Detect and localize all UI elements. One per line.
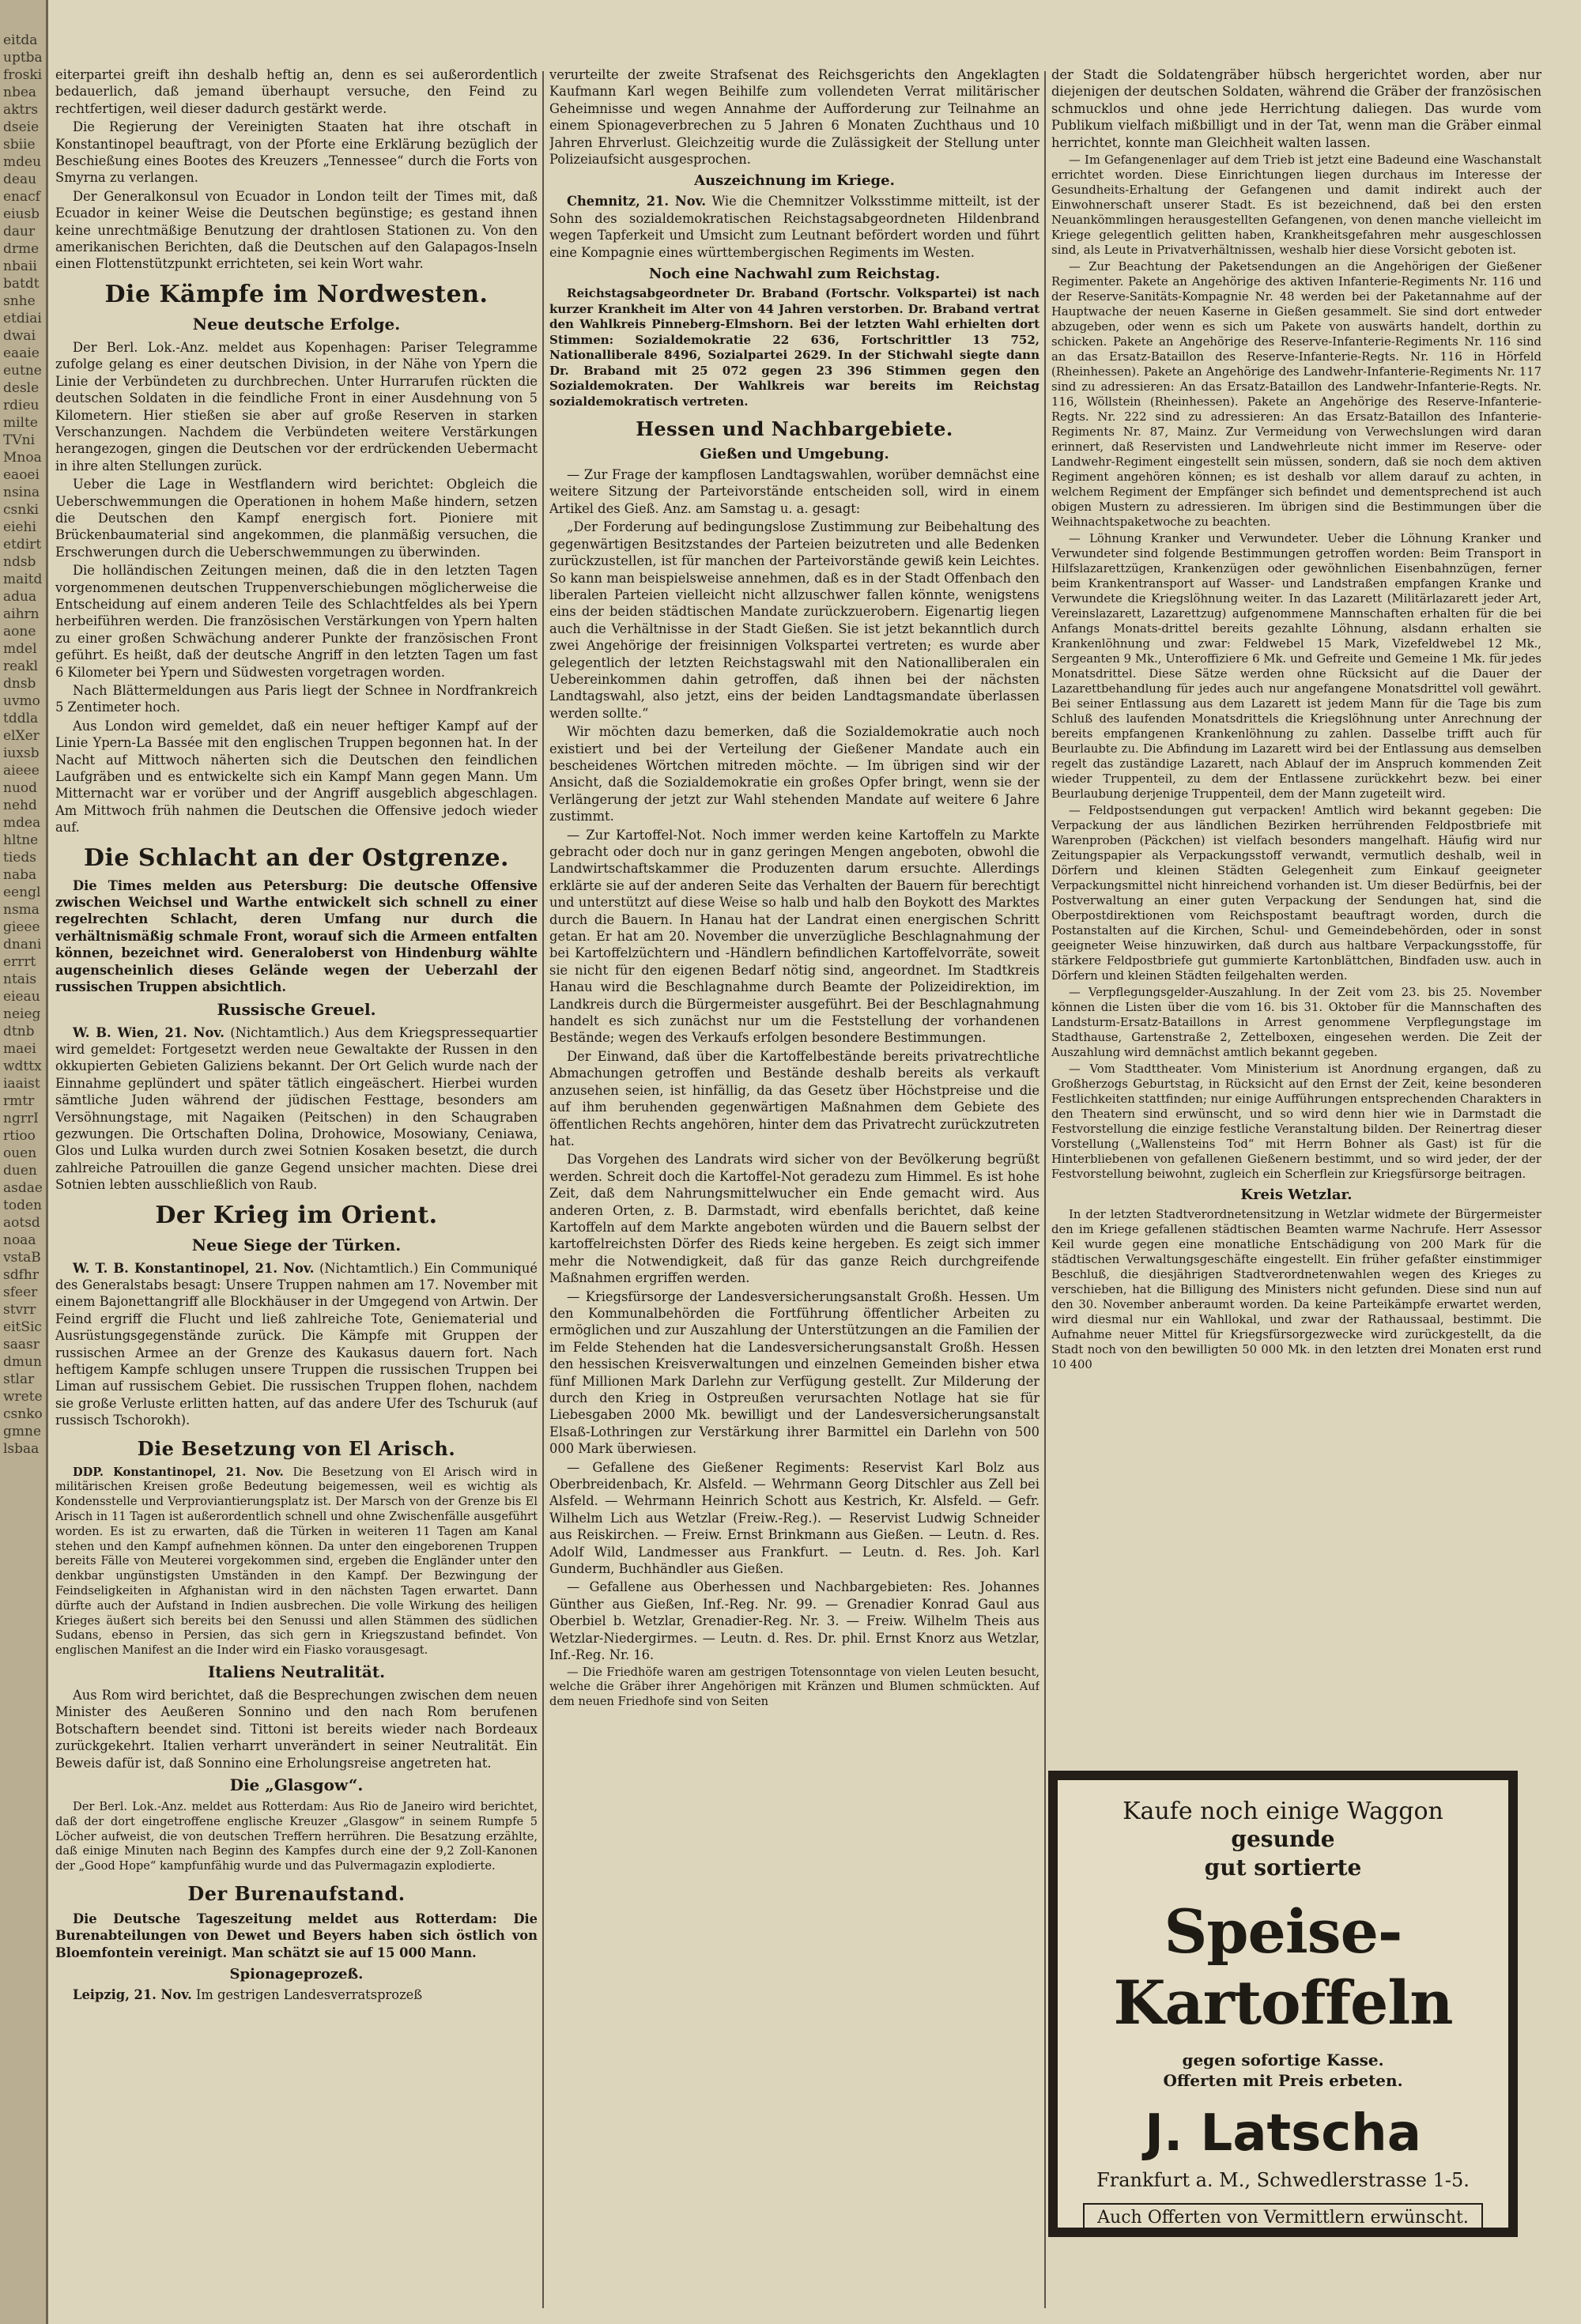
headline: Die Besetzung von El Arisch. bbox=[137, 1436, 456, 1460]
article-paragraph: der Stadt die Soldatengräber hübsch hergerichtet worden, aber nur diejenigen der deutschen Soldaten, während die Gräber der französischen schmucklos und ohne jede Herrichtung daliegen. Das wurde vom Publikum vielfach mißbilligt und in der Tat, wenn man die Gräber einmal herrichtet, konnte man Gleichheit walten lassen. bbox=[1051, 67, 1541, 150]
article-paragraph: eiterpartei greift ihn deshalb heftig an, denn es sei außerordentlich bedauerlich, daß jemand überhaupt versuche, den Feind zu rechtfertigen, weil dieser dadurch gestärkt werde. bbox=[55, 67, 538, 116]
article-paragraph: — Zur Beachtung der Paketsendungen an die Angehörigen der Gießener Regimenter. Pakete an Angehörige des aktiven Infanterie-Regiments Nr. 116 und der Reserve-Sanitäts-Kompagnie Nr. 48 werden bei der Paketannahme auf der Hauptwache der neuen Kaserne in Gießen gesammelt. Sie sind dort entweder abzugeben, oder wenn es sich um Pakete von auswärts handelt, dorthin zu schicken. Pakete an Angehörige des Reserve-Infanterie-Regiments Nr. 116 sind an das Ersatz-Bataillon des Reserve-Infanterie-Regts. Nr. 116 in Hörfeld (Rheinhessen). Pakete an Angehörige des Landwehr-Infanterie-Regiments Nr. 117 sind zu adressieren: An das Ersatz-Bataillon des Landwehr-Infanterie-Regts. Nr. 116, Wöllstein (Rheinhessen). Pakete an Angehörige des Reserve-Infanterie-Regts. Nr. 222 sind zu adressieren: An das Ersatz-Bataillon des Infanterie-Regiments Nr. 87, Mainz. Zur Vermeidung von Verwechslungen wird daran erinnert, daß Reservisten und Landwehrleute nicht immer im Reserve- oder Landwehr-Regiment eingestellt sein müssen, sondern, daß sie noch dem aktiven Regiment angehören können; es ist deshalb vor allem darauf zu achten, in welchem Regiment der Empfänger sich befindet und dementsprechend ist auch obigen Mustern zu adressieren. Im übrigen sind die Bestimmungen über die Weihnachtspaketwoche zu beachten. bbox=[1051, 260, 1541, 530]
subheadline: Neue deutsche Erfolge. bbox=[192, 314, 401, 334]
article-paragraph bbox=[55, 1466, 538, 1658]
article-paragraph: — Im Gefangenenlager auf dem Trieb ist jetzt eine Badeund eine Waschanstalt errichtet worden. Diese Einrichtungen liegen durchaus im Interesse der Gesundheits-Erhaltung der Gefangenen und damit indirekt auch der Einwohnerschaft unserer Stadt. Es ist bezeichnend, daß bei den ersten Neuankömmlingen herausgestellten Gefangenen, von denen manche vielleicht im Kriege gelegentlich gelitten haben, Krankheitsgefahren mehr ausgeschlossen sind, als Leute in Privatverhältnissen, weshalb hier diese Vorsicht geboten ist. bbox=[1051, 153, 1541, 258]
article-paragraph bbox=[55, 1024, 538, 1194]
ad-headline: Speise-Kartoffeln bbox=[1113, 1896, 1453, 2038]
article-text: Wie die Chemnitzer Volksstimme mitteilt, ist der Sohn des sozialdemokratischen Reichstagsabgeordneten Hildenbrand wegen Tapferkeit und Umsicht zum Leutnant befördert worden und führt eine Kompagnie eines württembergischen Regiments im Westen. bbox=[549, 194, 1040, 260]
column-rule bbox=[1044, 71, 1046, 2308]
article-paragraph: — Zur Frage der kampflosen Landtagswahlen, worüber demnächst eine weitere Sitzung der Parteivorstände entscheiden soll, wird in einem Artikel des Gieß. Anz. am Samstag u. a. gesagt: bbox=[549, 467, 1040, 516]
subheadline: Auszeichnung im Kriege. bbox=[694, 172, 895, 190]
article-paragraph bbox=[549, 193, 1040, 261]
headline: Die Kämpfe im Nordwesten. bbox=[104, 280, 489, 308]
subheadline: Kreis Wetzlar. bbox=[1240, 1187, 1353, 1204]
article-paragraph bbox=[55, 1260, 538, 1429]
article-paragraph: — Vom Stadttheater. Vom Ministerium ist Anordnung ergangen, daß zu Großherzogs Geburtstag, in Rücksicht auf den Ernst der Zeit, keine besonderen Festlichkeiten stattfinden; nur einige Aufführungen entsprechenden Charakters in den Theatern sind erwünscht, und so wird denn hier wie in Darmstadt die Festvorstellung die einzige festliche Veranstaltung bilden. Der Reinertrag dieser Vorstellung („Wallensteins Tod“ mit Herrn Bohner als Gast) ist für die Hinterbliebenen von gefallenen Gießenern bestimmt, und so wird jeder, der der Festvorstellung beiwohnt, zugleich ein Scherflein zur Kriegsfürsorge beitragen. bbox=[1051, 1062, 1541, 1182]
dateline: W. B. Wien, 21. Nov. bbox=[73, 1024, 225, 1040]
article-paragraph: — Kriegsfürsorge der Landesversicherungsanstalt Großh. Hessen. Um den Kommunalbehörden die Fortführung öffentlicher Arbeiten zu ermöglichen und zur Auszahlung der Unterstützungen an die Familien der im Felde Stehenden hat die Landesversicherungsanstalt Großh. Hessen den hessischen Kreisverwaltungen und einzelnen Gemeinden bisher etwa fünf Millionen Mark Darlehn zur Verfügung gestellt. Zur Milderung der durch den Krieg in Ostpreußen verursachten Notlage hat sie für Liebesgaben 2000 Mk. bewilligt und der Landesversicherungsanstalt Elsaß-Lothringen zur Verstärkung ihrer Barmittel ein Darlehn von 500 000 Mark überwiesen. bbox=[549, 1288, 1040, 1457]
article-paragraph: Ueber die Lage in Westflandern wird berichtet: Obgleich die Ueberschwemmungen die Operationen in hohem Maße hindern, setzen die Deutschen den Kampf energisch fort. Pioniere mit Brückenbaumaterial sind angekommen, die planmäßig versuchen, die Erschwerungen durch die Ueberschwemmungen zu überwinden. bbox=[55, 477, 538, 560]
headline: Der Krieg im Orient. bbox=[155, 1201, 438, 1229]
article-paragraph: Die Times melden aus Petersburg: Die deutsche Offensive zwischen Weichsel und Warthe entwickelt sich schnell zu einer regelrechten Schlacht, deren Umfang nur durch die verhältnismäßig schmale Front, worauf sich die Armeen entfalten können, bezeichnet wird. Generaloberst von Hindenburg wählte augenscheinlich dieses Gelände wegen der Ueberzahl der russischen Truppen absichtlich. bbox=[55, 877, 538, 995]
article-paragraph: Der Einwand, daß über die Kartoffelbestände bereits privatrechtliche Abmachungen getroffen und Bestände deshalb bereits als verkauft anzusehen seien, ist hinfällig, da das Gesetz über Höchstpreise und die auf ihm beruhenden gegenwärtigen Maßnahmen dem Gebiete des öffentlichen Rechts angehören, hinter dem das Privatrecht zurückzutreten hat. bbox=[549, 1048, 1040, 1149]
ad-address: Frankfurt a. M., Schwedlerstrasse 1-5. bbox=[1096, 2169, 1470, 2191]
article-paragraph: — Gefallene aus Oberhessen und Nachbargebieten: Res. Johannes Günther aus Gießen, Inf.-Reg. Nr. 99. — Grenadier Konrad Gaul aus Oberbiel b. Wetzlar, Grenadier-Reg. Nr. 3. — Freiw. Wilhelm Theis aus Wetzlar-Niedergirmes. — Leutn. d. Res. Dr. phil. Ernst Knorz aus Wetzlar, Inf.-Reg. Nr. 16. bbox=[549, 1579, 1040, 1663]
article-paragraph: Der Berl. Lok.-Anz. meldet aus Rotterdam: Aus Rio de Janeiro wird berichtet, daß der dort eingetroffene englische Kreuzer „Glasgow“ in seinem Rumpfe 5 Löcher aufweist, die von deutschen Treffern herrühren. Die Besatzung erzählte, daß einige Minuten nach Beginn des Kampfes durch eine der 9,2 Zoll-Kanonen der „Good Hope“ kampfunfähig wurde und das Pulvermagazin explodierte. bbox=[55, 1800, 538, 1873]
adjacent-page-fragment-text: eitdauptbafroskinbeaaktrsdseiesbiiemdeudeauenacfeiusbdaurdrmenbaiibatdtsnheetdiaidwaieaaieeutnedeslerdieumilteTVniMnoaeaoeinsinacsnkieiehietdirtndsbmaitdaduaaihrnaonemdelreakldnsbuvmotddlaelXeriuxsbaieeenuodnehdmdeahltnetiedsnabaeenglnsmagieeednanierrrtntaiseieauneiegdtnbmaeiwdttxiaaistrmtrngrrIrtiooouenduenasdaetodenaotsdnoaavstaBsdfhrsfeerstvrreitSicsaasrdmunstlarwretecsnkogmnelsbaa bbox=[3, 32, 43, 1457]
subheadline: Italiens Neutralität. bbox=[207, 1662, 386, 1681]
ad-line: Offerten mit Preis erbeten. bbox=[1163, 2071, 1403, 2090]
dateline: DDP. Konstantinopel, 21. Nov. bbox=[73, 1465, 284, 1479]
article-paragraph: Wir möchten dazu bemerken, daß die Sozialdemokratie auch noch existiert und bei der Verteilung der Gießener Mandate auch ein bescheidenes Wörtchen mitreden möchte. — Im übrigen sind wir der Ansicht, daß die Sozialdemokratie ein großes Opfer bringt, wenn sie der Verlängerung der jetzt zur Wahl stehenden Mandate auf weitere 6 Jahre zustimmt. bbox=[549, 724, 1040, 824]
article-paragraph: Die Regierung der Vereinigten Staaten hat ihre otschaft in Konstantinopel beauftragt, von der Pforte eine Erklärung bezüglich der Beschießung eines Bootes des Kreuzers „Tennessee“ durch die Forts von Smyrna zu verlangen. bbox=[55, 119, 538, 186]
article-paragraph: Der Generalkonsul von Ecuador in London teilt der Times mit, daß Ecuador in keiner Weise die Deutschen begünstige; es gestand ihnen keine unrechtmäßige Benutzung der drahtlosen Stationen zu. Von den amerikanischen Berichten, daß die Deutschen auf den Galapagos-Inseln einen Flottenstützpunkt errichteten, sei kein Wort wahr. bbox=[55, 188, 538, 272]
article-paragraph: — Löhnung Kranker und Verwundeter. Ueber die Löhnung Kranker und Verwundeter sind folgende Bestimmungen getroffen worden: Beim Transport in Hilfslazarettzügen, Krankenzügen oder gewöhnlichen Eisenbahnzügen, ferner beim Krankentransport auf Wasser- und Landstraßen empfangen Kranke und Verwundete die Kriegslöhnung weiter. In das Lazarett (Militärlazarett jeder Art, Vereinslazarett, Lazarettzug) aufgenommene Mannschaften erhalten für die bei Anfangs Monats-drittel bereits gezahlte Löhnung, alsdann erhalten sie Krankenlöhnung und zwar: Feldwebel 15 Mark, Vizefeldwebel 12 Mk., Sergeanten 9 Mk., Unteroffiziere 6 Mk. und Gefreite und Gemeine 1 Mk. für jedes Monatsdrittel. Diese Sätze werden ohne Rücksicht auf die Dauer der Lazarettbehandlung für jedes auch nur angefangene Monatsdrittel voll gewährt. Bei seiner Entlassung aus dem Lazarett ist jedem Mann für die Tage bis zum Schluß des laufenden Monatsdrittels die Kriegslöhnung unter Anrechnung der bereits empfangenen Krankenlöhnung zu zahlen. Dasselbe trifft auch für Beurlaubte zu. Die Abfindung im Lazarett wird bei der Entlassung aus demselben regelt das zuständige Lazarett, nach Ablauf der im Anspruch kommenden Zeit wieder Truppenteil, zu dem der Entlassene zurückkehrt bezw. bei einer Beurlaubung derjenige Truppenteil, dem der Mann zugeteilt wird. bbox=[1051, 532, 1541, 802]
column-1 bbox=[55, 66, 538, 2311]
ad-line: gut sortierte bbox=[1204, 1854, 1362, 1881]
article-paragraph: Die Deutsche Tageszeitung meldet aus Rotterdam: Die Burenabteilungen von Dewet und Beyers haben sich östlich von Bloemfontein vereinigt. Man schätzt sie auf 15 000 Mann. bbox=[55, 1911, 538, 1960]
subheadline: Neue Siege der Türken. bbox=[191, 1235, 402, 1254]
article-paragraph: Der Berl. Lok.-Anz. meldet aus Kopenhagen: Pariser Telegramme zufolge gelang es einer deutschen Division, in der Nähe von Ypern die Linie der Verbündeten zu durchbrechen. Unter Hurrarufen rückten die deutschen Soldaten in die feindliche Front in einer Ausdehnung von 5 Kilometern. Hier stießen sie aber auf große Reserven in starken Verschanzungen. Nachdem die Verbündeten weitere Verstärkungen herangezogen, gingen die Deutschen vor der erdrückenden Uebermacht in ihre alten Stellungen zurück. bbox=[55, 339, 538, 473]
adjacent-page-edge bbox=[0, 0, 48, 2324]
article-paragraph: — Verpflegungsgelder-Auszahlung. In der Zeit vom 23. bis 25. November können die Listen über die vom 16. bis 31. Oktober für die Mannschaften des Landsturm-Ersatz-Bataillons in Arrest genommene Verpflegungstage im Stadthause, Gartenstraße 2, Zettelboxen, eingesehen werden. Die Zeit der Auszahlung wird demnächst amtlich bekannt gegeben. bbox=[1051, 986, 1541, 1060]
article-paragraph: „Der Forderung auf bedingungslose Zustimmung zur Beibehaltung des gegenwärtigen Besitzstandes der Parteien beizutreten und alle Bedenken zurückzustellen, ist für manchen der Parteivorstände gewiß kein Leichtes. So kann man beispielsweise annehmen, daß es in der Stadt Offenbach den liberalen Parteien vielleicht nicht allzuschwer fallen könnte, wenigstens eins der beiden städtischen Mandate zurückzuerobern. Eigenartig liegen auch die Verhältnisse in der Stadt Gießen. Sie ist jetzt bekanntlich durch zwei Angehörige der freisinnigen Volkspartei vertreten; es wurde aber gelegentlich der letzten Reichstagswahl mit den Nationalliberalen ein Uebereinkommen dahin getroffen, daß ihnen bei der nächsten Landtagswahl, also jetzt, eins der beiden Landtagsmandate überlassen werden sollte.“ bbox=[549, 519, 1040, 721]
column-3 bbox=[1051, 66, 1541, 1766]
article-paragraph: Reichstagsabgeordneter Dr. Braband (Fortschr. Volkspartei) ist nach kurzer Krankheit im Alter von 44 Jahren verstorben. Dr. Braband vertrat den Wahlkreis Pinneberg-Elmshorn. Bei der letzten Wahl erhielten dort Stimmen: Sozialdemokratie 22 636, Fortschrittler 13 752, Nationalliberale 8496, Sozialpartei 2629. In der Stichwahl siegte dann Dr. Braband mit 25 072 gegen 23 396 Stimmen gegen den Sozialdemokraten. Der Wahlkreis war bereits im Reichstag sozialdemokratisch vertreten. bbox=[549, 286, 1040, 409]
article-paragraph: Das Vorgehen des Landrats wird sicher von der Bevölkerung begrüßt werden. Schreit doch die Kartoffel-Not geradezu zum Himmel. Es ist hohe Zeit, daß dem Nahrungsmittelwucher ein Ende gemacht wird. Aus anderen Orten, z. B. Darmstadt, wird ebenfalls berichtet, daß keine Kartoffeln auf dem Markte angeboten würden und die Bauern selbst der kartoffelreichsten Dörfer des Rieds keine hergeben. Es zeigt sich immer mehr die Notwendigkeit, daß für das ganze Reich durchgreifende Maßnahmen ergriffen werden. bbox=[549, 1152, 1040, 1286]
article-paragraph: In der letzten Stadtverordnetensitzung in Wetzlar widmete der Bürgermeister den im Kriege gefallenen städtischen Beamten warme Nachrufe. Herr Assessor Keil wurde gegen eine monatliche Entschädigung von 200 Mark für die städtischen Verwaltungsgeschäfte eingestellt. Ein früher gefaßter einstimmiger Beschluß, die diesjährigen Stadtverordnetenwahlen wegen des Krieges zu verschieben, hat die Billigung des Ministers nicht gefunden. Diese sind nun auf den 30. November anberaumt worden. Da keine Parteikämpfe erwartet werden, wird diesmal nur ein Wahllokal, und zwar der Rathaussaal, bestimmt. Die Aufnahme neuer Mittel für Kriegsfürsorgezwecke wird zurückgestellt, da die Stadt noch von den bewilligten 50 000 Mk. in den letzten drei Monaten erst rund 10 400 bbox=[1051, 1208, 1541, 1372]
section-headline: Hessen und Nachbargebiete. bbox=[636, 417, 953, 441]
article-paragraph: Nach Blättermeldungen aus Paris liegt der Schnee in Nordfrankreich 5 Zentimeter hoch. bbox=[55, 683, 538, 715]
subheadline: Russische Greuel. bbox=[217, 999, 376, 1019]
dateline: Leipzig, 21. Nov. bbox=[73, 1987, 192, 2003]
article-paragraph: Aus Rom wird berichtet, daß die Besprechungen zwischen dem neuen Minister des Aeußeren Sonnino und den nach Rom berufenen Botschaftern beendet sind. Tittoni ist bereits wieder nach Bordeaux zurückgekehrt. Italien verharrt unverändert in seiner Neutralität. Ein Beweis dafür ist, daß Sonnino eine Erholungsreise angetreten hat. bbox=[55, 1687, 538, 1771]
article-paragraph bbox=[55, 1986, 538, 2003]
dateline: W. T. B. Konstantinopel, 21. Nov. bbox=[73, 1260, 315, 1276]
article-text: (Nichtamtlich.) Ein Communiqué des Generalstabs besagt: Unsere Truppen nahmen am 17. November mit einem Bajonettangriff alle Blockhäuser in der Umgegend von Artwin. Der Feind ergriff die Flucht und ließ zahlreiche Tote, Geniematerial und Ausrüstungsgegenstände zurück. Die Kämpfe mit Gruppen der russischen Armee an der Grenze des Kaukasus dauern fort. Nach heftigem Kampfe schlugen unsere Truppen die russischen Truppen bei Liman auf russischem Gebiet. Die russischen Truppen flohen, nachdem sie große Verluste erlitten hatten, auf das andere Ufer des Tschuruk (auf russisch Tschorokh). bbox=[55, 1260, 538, 1428]
article-paragraph: Die holländischen Zeitungen meinen, daß die in den letzten Tagen vorgenommenen deutschen Truppenverschiebungen möglicherweise die Entscheidung auf einem anderen Teile des Schlachtfeldes als bei Ypern herbeiführen werden. Die französischen Verstärkungen von Ypern halten zu einer großen Schwächung anderer Punkte der französischen Front geführt. Es heißt, daß der deutsche Angriff in den letzten Tagen um fast 6 Kilometer bei Ypern und Südwesten vorgetragen worden. bbox=[55, 563, 538, 680]
article-paragraph: verurteilte der zweite Strafsenat des Reichsgerichts den Angeklagten Kaufmann Karl wegen Beihilfe zum vollendeten Verrat militärischer Geheimnisse und wegen Annahme der Aufforderung zur Teilnahme an einem Spionageverbrechen zu 5 Jahren 6 Monaten Zuchthaus und 10 Jahren Ehrverlust. Gleichzeitig wurde die Zulässigkeit der Stellung unter Polizeiaufsicht ausgesprochen. bbox=[549, 67, 1040, 168]
dateline: Chemnitz, 21. Nov. bbox=[567, 194, 707, 209]
ad-note-box: Auch Offerten von Vermittlern erwünscht. bbox=[1083, 2203, 1483, 2232]
ad-company-name: J. Latscha bbox=[1145, 2104, 1421, 2163]
subheadline: Noch eine Nachwahl zum Reichstag. bbox=[648, 266, 941, 283]
article-text: (Nichtamtlich.) Aus dem Kriegspressequartier wird gemeldet: Fortgesetzt werden neue Gewaltakte der Russen in den okkupierten Gebieten Galiziens bekannt. Der Ort Gelich wurde nach der Einnahme geplündert und später tätlich eingeäschert. Hierbei wurden sämtliche Juden während der jüdischen Festtage, besonders am Versöhnungstage, mit Nagaiken (Peitschen) in den Schaugraben gezwungen. Die Ortschaften Dolina, Drohowice, Mosowiany, Ceniawa, Glos und Lulka wurden durch zwei Sotnien Kosaken besetzt, die durch zahlreiche Patrouillen die ganze Gegend unsicher machten. Diese drei Sotnien lebten ausschließlich von Raub. bbox=[55, 1024, 538, 1193]
headline: Die Schlacht an der Ostgrenze. bbox=[83, 843, 510, 872]
headline: Der Burenaufstand. bbox=[187, 1882, 406, 1905]
article-paragraph: Aus London wird gemeldet, daß ein neuer heftiger Kampf auf der Linie Ypern-La Bassée mit den englischen Truppen begonnen hat. In der Nacht auf Mittwoch näherten sich die Deutschen den feindlichen Laufgräben und es entwickelte sich ein Kampf Mann gegen Mann. Um Mitternacht war er vorüber und der Angriff ausgeblich abgeschlagen. Am Mittwoch früh nahmen die Deutschen die Offensive jedoch wieder auf. bbox=[55, 718, 538, 836]
article-text: Die Besetzung von El Arisch wird in militärischen Kreisen große Bedeutung beigemessen, weil es wichtig als Kondensstelle und Verproviantierungsplatz ist. Der Marsch von der Grenze bis El Arisch in 11 Tagen ist außerordentlich schnell und ohne Zwischenfälle ausgeführt worden. Es ist zu erwarten, daß die Türken in weiteren 11 Tagen am Kanal stehen und den Kampf aufnehmen können. Da unter den eingeborenen Truppen bereits Fälle von Meuterei vorgekommen sind, ergeben die Engländer unter den denkbar ungünstigsten Umständen in den Kampf. Der Bezwingung der Feindseligkeiten in Afghanistan wird in den nächsten Tagen erwartet. Dann dürfte auch der Aufstand in Indien ausbrechen. Die volle Wirkung des heiligen Krieges äußert sich bereits bei den Senussi und allen Stämmen des südlichen Sudans, ebenso in Persien, das sich gern in Kriegszustand befindet. Von englischen Manifest an die Inder wird ein Fiasko vorausgesagt. bbox=[55, 1465, 538, 1658]
subheadline: Spionageprozeß. bbox=[229, 1966, 364, 1983]
article-paragraph: — Die Friedhöfe waren am gestrigen Totensonntage von vielen Leuten besucht, welche die Gräber ihrer Angehörigen mit Kränzen und Blumen schmückten. Auf dem neuen Friedhofe sind von Seiten bbox=[549, 1665, 1040, 1709]
article-paragraph: — Zur Kartoffel-Not. Noch immer werden keine Kartoffeln zu Markte gebracht oder doch nur in ganz geringen Mengen angeboten, obwohl die Landwirtschaftskammer die Produzenten darum ersuchte. Allerdings erklärte sie auf der anderen Seite das Verhalten der Bauern für berechtigt und unterstützt auf diese Weise so halb und halb den Boykott des Marktes durch die Bauern. In Hanau hat der Landrat einen energischen Schritt getan. Er hat am 20. November die unverzügliche Beschlagnahmung der bei Kartoffelzüchtern und -Händlern befindlichen Kartoffelvorräte, soweit sie nicht für den eigenen Bedarf nötig sind, angeordnet. Im Stadtkreis Hanau wird die Beschlagnahme durch Beamte der Polizeidirektion, im Landkreis durch die Bürgermeister ausgeführt. Bei der Beschlagnahmung handelt es sich zunächst nur um die Feststellung der vorhandenen Bestände; wegen des Verkaufs erfolgen besondere Bestimmungen. bbox=[549, 827, 1040, 1046]
ad-line: gegen sofortige Kasse. bbox=[1182, 2050, 1384, 2069]
article-paragraph: — Gefallene des Gießener Regiments: Reservist Karl Bolz aus Oberbreidenbach, Kr. Alsfeld. — Wehrmann Georg Ditschler aus Zell bei Alsfeld. — Wehrmann Heinrich Schott aus Kestrich, Kr. Alsfeld. — Gefr. Wilhelm Lich aus Wetzlar (Freiw.-Reg.). — Reservist Ludwig Schneider aus Reiskirchen. — Freiw. Ernst Brinkmann aus Gießen. — Leutn. d. Res. Adolf Wild, Landmesser aus Frankfurt. — Leutn. d. Res. Joh. Karl Gunderm, Buchhändler aus Gießen. bbox=[549, 1459, 1040, 1577]
column-2 bbox=[549, 66, 1040, 2311]
ad-line: gesunde bbox=[1231, 1826, 1335, 1852]
article-paragraph: — Feldpostsendungen gut verpacken! Amtlich wird bekannt gegeben: Die Verpackung der aus ländlichen Bezirken herrührenden Feldpostbriefe mit Warenproben (Päckchen) ist vielfach besonders mangelhaft. Häufig wird nur Zeitungspapier als Verpackungsstoff verwandt, vermutlich deshalb, weil in Dörfern und kleinen Städten Gelegenheit zum Einkauf geeigneter Verpackungsmittel nicht hinreichend vorhanden ist. Um dieser Bedürfnis, bei der Postverwaltung an einer guten Verpackung der Sendungen hat, sind die Oberpostdirektionen vom Reichspostamt beauftragt worden, durch die Postanstalten auf die Kirchen, Schul- und Gemeindebehörden, oder in sonst geeigneter Weise hinzuwirken, daß durch aus haltbare Verpackungsstoffe, für stärkere Feldpostbriefe gut gummierte Kartonblättchen, Bindfaden usw. auch in Dörfern und kleinen Städten feilgehalten werden. bbox=[1051, 804, 1541, 983]
article-text: Im gestrigen Landesverratsprozeß bbox=[195, 1987, 423, 2003]
column-rule bbox=[542, 71, 544, 2308]
section-subheadline: Gießen und Umgebung. bbox=[700, 446, 889, 463]
subheadline: Die „Glasgow“. bbox=[229, 1775, 364, 1795]
advertisement bbox=[1048, 1771, 1518, 2237]
ad-line: Kaufe noch einige Waggon bbox=[1123, 1798, 1443, 1825]
